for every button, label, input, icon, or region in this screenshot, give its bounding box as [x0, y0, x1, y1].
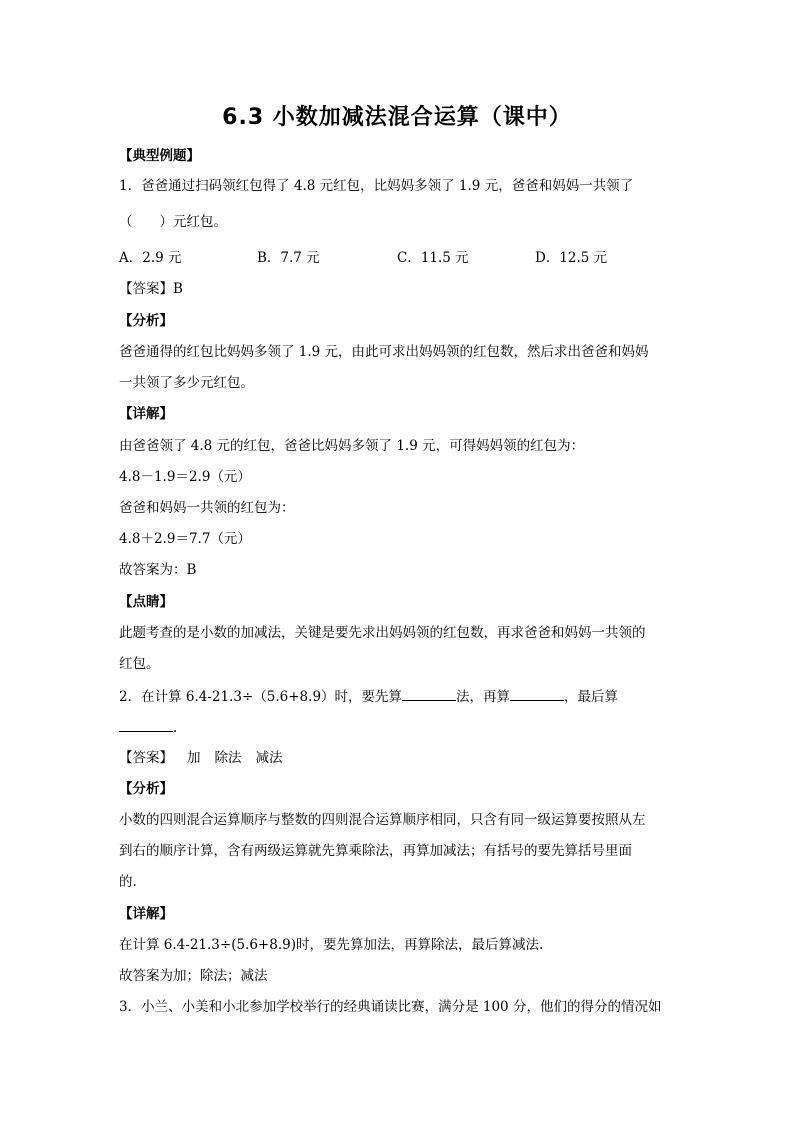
q1-detail-line-5: 故答案为：B [119, 562, 197, 578]
q1-detail-line-2: 4.8－1.9＝2.9（元） [119, 469, 251, 485]
q2-stem-part-4: . [173, 720, 178, 736]
q1-option-b: B．7.7 元 [257, 250, 320, 266]
q1-analysis-label: 【分析】 [119, 313, 173, 329]
q2-detail-label: 【详解】 [119, 906, 173, 922]
q2-analysis-line-2: 到右的顺序计算，含有两级运算就先算乘除法，再算加减法；有括号的要先算括号里面 [119, 843, 632, 859]
q2-detail-line-1: 在计算 6.4-21.3÷(5.6+8.9)时，要先算加法，再算除法，最后算减法. [119, 937, 544, 953]
q2-answer [119, 748, 283, 768]
q1-stem-line-1: 1．爸爸通过扫码领红包得了 4.8 元红包，比妈妈多领了 1.9 元，爸爸和妈妈一共领了 [119, 178, 634, 194]
q1-option-a: A．2.9 元 [119, 250, 182, 266]
q1-point-label: 【点睛】 [119, 594, 173, 610]
q1-detail-label: 【详解】 [119, 406, 173, 422]
q2-analysis-label: 【分析】 [119, 781, 173, 797]
q2-stem-part-2: 法，再算 [456, 689, 511, 705]
q1-analysis-line-1: 爸爸通得的红包比妈妈多领了 1.9 元，由此可求出妈妈领的红包数，然后求出爸爸和妈妈 [119, 344, 649, 360]
q1-detail-line-3: 爸爸和妈妈一共领的红包为： [119, 500, 295, 516]
q1-option-c: C．11.5 元 [397, 250, 469, 266]
q2-answer-label: 【答案】 [119, 750, 173, 766]
q1-detail-line-1: 由爸爸领了 4.8 元的红包，爸爸比妈妈多领了 1.9 元，可得妈妈领的红包为： [119, 438, 585, 454]
page-title: 6.3 小数加减法混合运算（课中） [222, 105, 572, 130]
q2-answer-3: 减法 [255, 750, 283, 766]
q1-point-line-1: 此题考查的是小数的加减法，关键是要先求出妈妈领的红包数，再求爸爸和妈妈一共领的 [119, 625, 646, 641]
q2-stem-part-3: ，最后算 [564, 689, 619, 705]
q2-answer-1: 加 [187, 750, 201, 766]
q1-point-line-2: 红包。 [119, 656, 160, 672]
section-heading-examples: 【典型例题】 [119, 148, 200, 164]
q2-detail-line-2: 故答案为加；除法；减法 [119, 968, 268, 984]
q1-detail-line-4: 4.8＋2.9＝7.7（元） [119, 531, 251, 547]
q1-stem-line-2: （ ）元红包。 [119, 214, 227, 230]
q2-blank-3 [119, 717, 173, 732]
q2-stem-part-1: 2．在计算 6.4-21.3÷（5.6+8.9）时，要先算 [119, 689, 403, 705]
q1-option-d: D．12.5 元 [535, 250, 608, 266]
q2-blank-1 [402, 686, 456, 701]
q2-analysis-line-3: 的. [119, 874, 137, 890]
q2-analysis-line-1: 小数的四则混合运算顺序与整数的四则混合运算顺序相同，只含有同一级运算要按照从左 [119, 812, 646, 828]
q2-blank-2 [510, 686, 564, 701]
q1-analysis-line-2: 一共领了多少元红包。 [119, 375, 254, 391]
q3-stem-line-1: 3．小兰、小美和小北参加学校举行的经典诵读比赛，满分是 100 分，他们的得分的情况如 [119, 999, 662, 1015]
q2-stem-line-2 [119, 717, 177, 738]
q1-answer: 【答案】B [119, 281, 183, 297]
q2-stem-line-1 [119, 686, 618, 707]
q2-answer-2: 除法 [214, 750, 242, 766]
